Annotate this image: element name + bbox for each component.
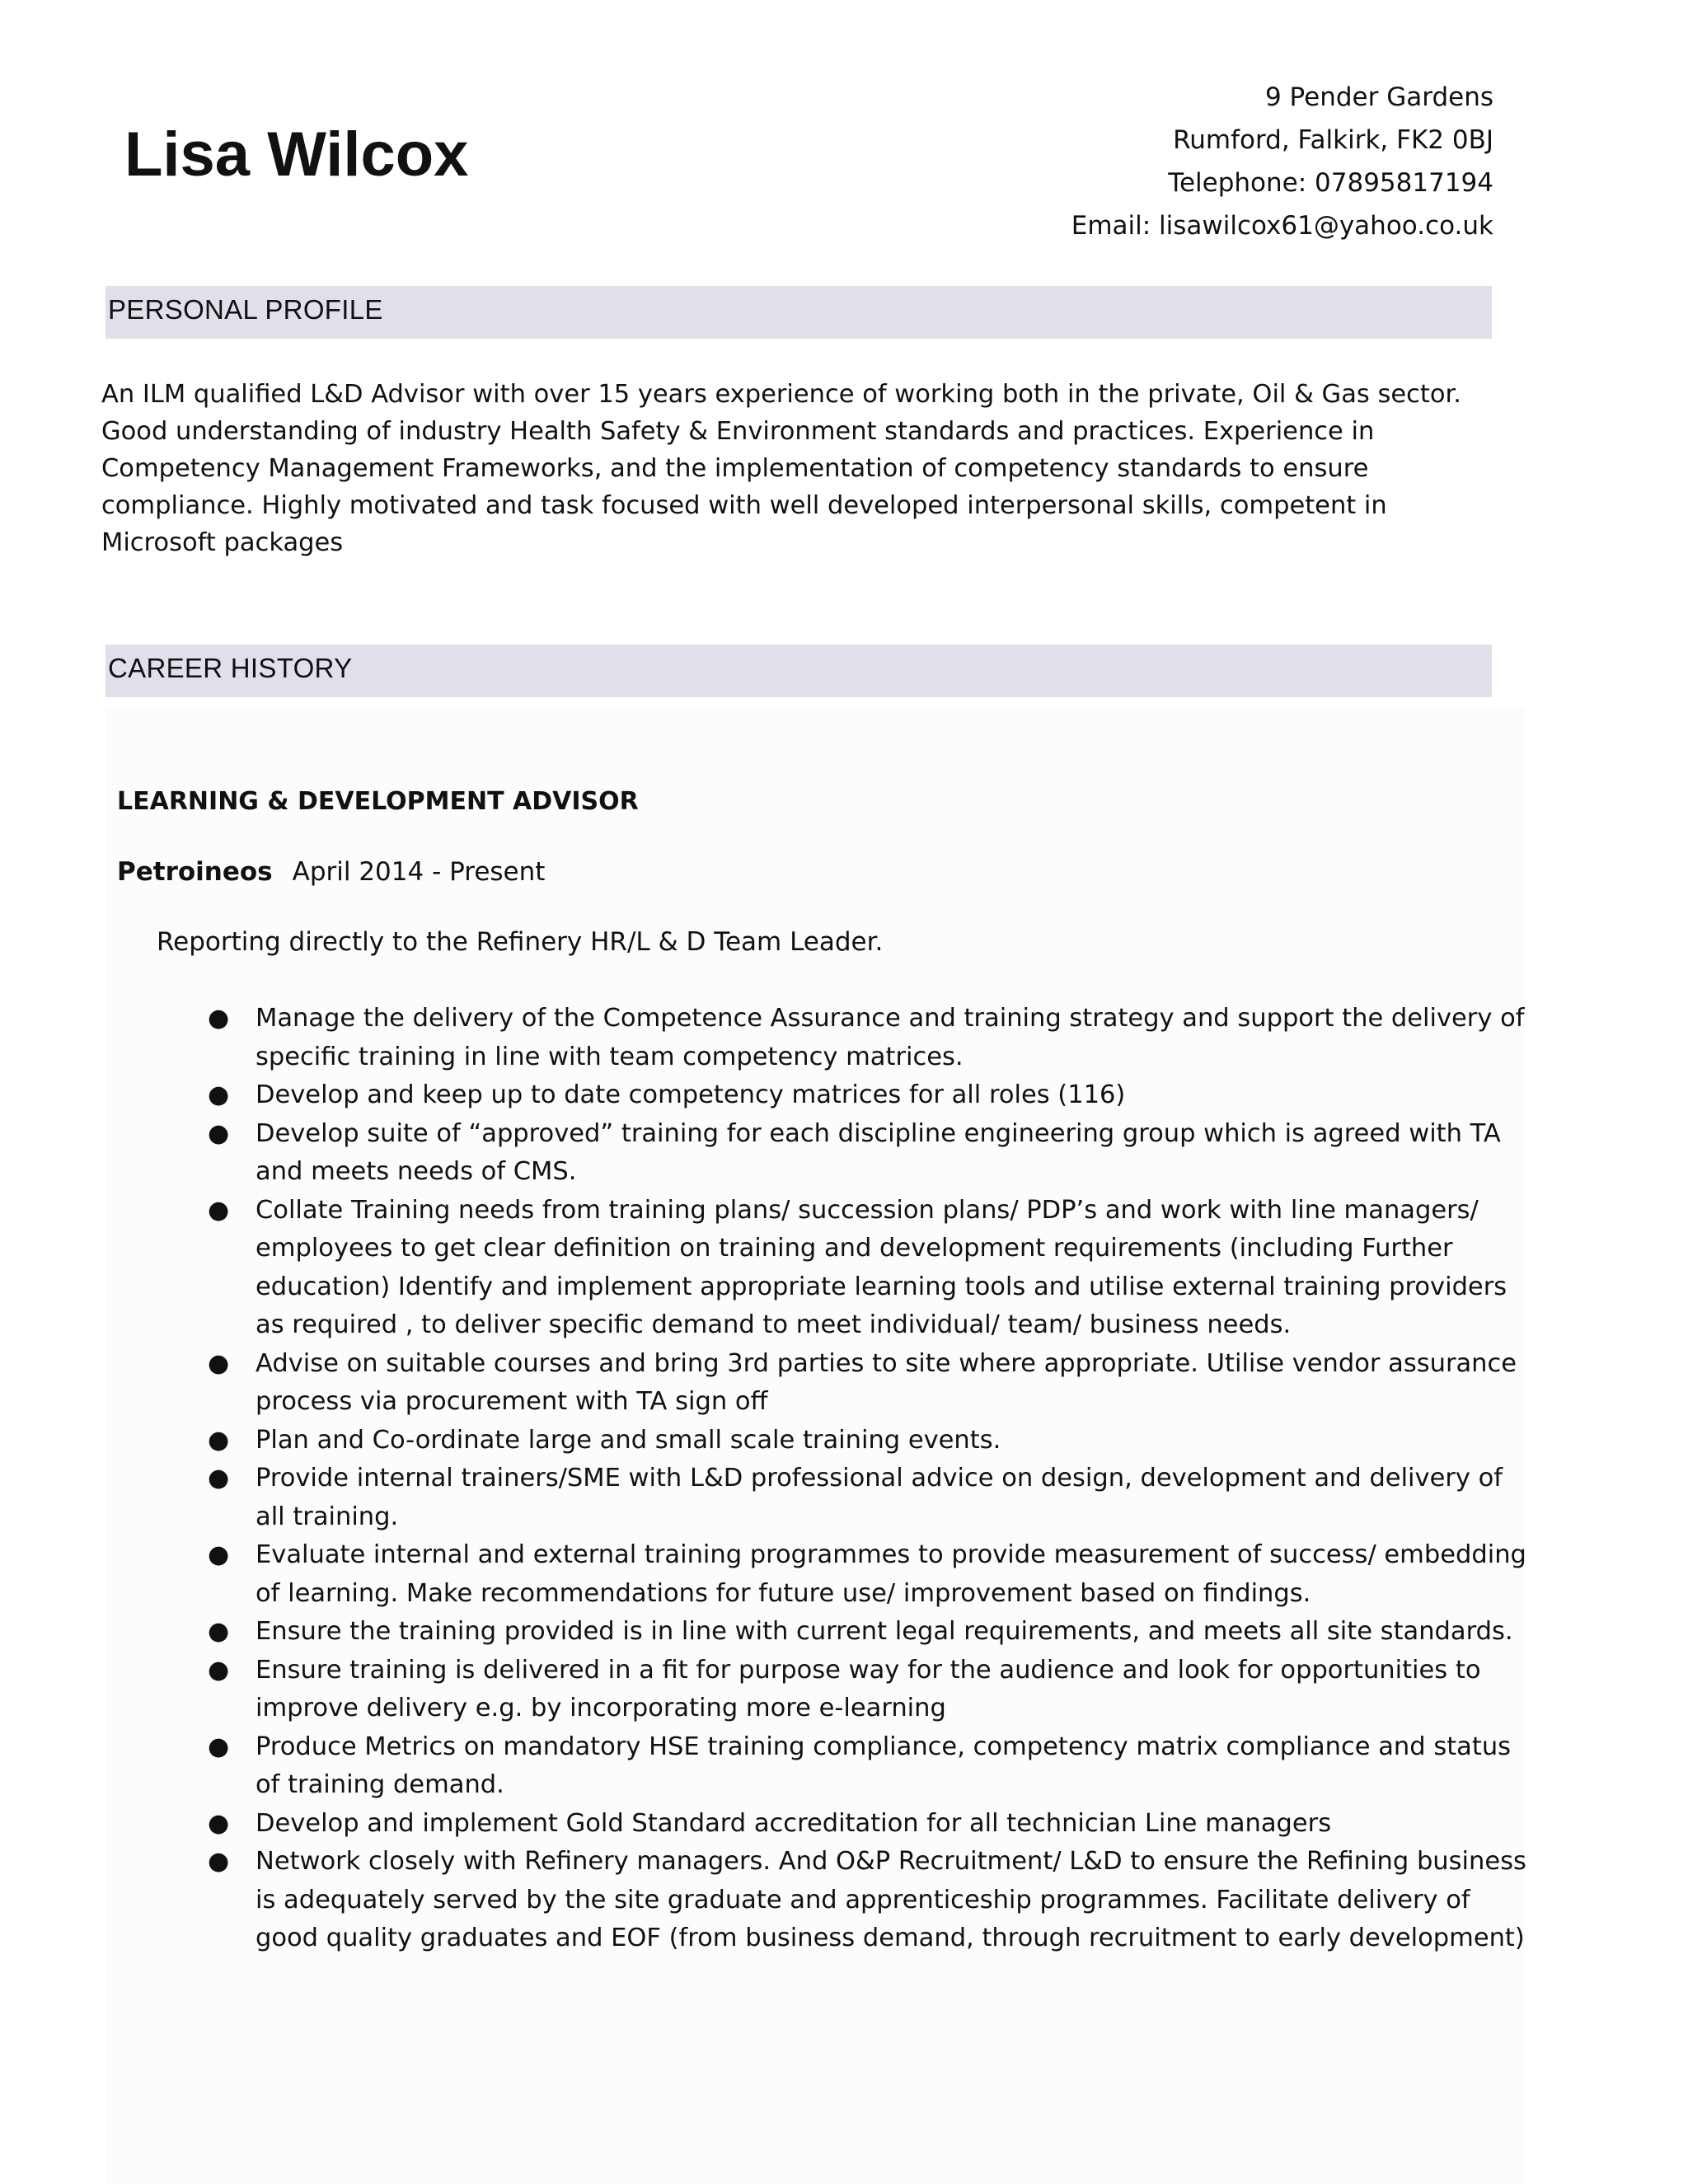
duty-text: Develop and implement Gold Standard accreditation for all technician Line managers	[256, 1808, 1332, 1838]
address-line-2: Rumford, Falkirk, FK2 0BJ	[1173, 125, 1493, 155]
list-item	[208, 1076, 1529, 1115]
list-item	[208, 1460, 1529, 1536]
duty-text: Manage the delivery of the Competence Assurance and training strategy and support the delivery of specific training in line with team competency matrices.	[256, 1004, 1525, 1071]
employer-line	[117, 857, 545, 887]
address-line-1: 9 Pender Gardens	[1264, 82, 1493, 112]
duty-text: Advise on suitable courses and bring 3rd parties to site where appropriate. Utilise vendor assurance process via procurement with TA sign off	[256, 1348, 1517, 1416]
bullet-icon: ●	[208, 1118, 230, 1148]
bullet-icon: ●	[208, 1080, 230, 1109]
duty-text: Produce Metrics on mandatory HSE training compliance, competency matrix compliance and status of training demand.	[256, 1732, 1512, 1799]
profile-text: An ILM qualified L&D Advisor with over 15 years experience of working both in the private, Oil & Gas sector. Good understanding of industry Health Safety & Environment standards and practices. Experience in Competency Management Frameworks, and the implementation of competency standards to ensure compliance. Highly motivated and task focused with well developed interpersonal skills, competent in Microsoft packages	[101, 380, 1461, 557]
duty-text: Develop and keep up to date competency matrices for all roles (116)	[256, 1080, 1126, 1109]
duty-text: Network closely with Refinery managers. And O&P Recruitment/ L&D to ensure the Refining business is adequately served by the site graduate and apprenticeship programmes. Facilitate delivery of good quality graduates and EOF (from business demand, through recruitment to early development)	[256, 1847, 1526, 1952]
duty-text: Develop suite of “approved” training for each discipline engineering group which is agreed with TA and meets needs of CMS.	[256, 1118, 1501, 1186]
list-item	[208, 1422, 1529, 1460]
list-item	[208, 1805, 1529, 1844]
personal-profile-header	[106, 286, 1492, 339]
list-item	[208, 1345, 1529, 1422]
reporting-line: Reporting directly to the Refinery HR/L & D Team Leader.	[157, 927, 884, 957]
bullet-icon: ●	[208, 1464, 230, 1493]
candidate-name: Lisa Wilcox	[124, 120, 469, 190]
bullet-icon: ●	[208, 1425, 230, 1455]
duty-text: Collate Training needs from training plans/ succession plans/ PDP’s and work with line managers/ employees to get clear definition on training and development requirements (including Further education) Identify and implement appropriate learning tools and utilise external training providers as required , to deliver specific demand to meet individual/ team/ business needs.	[256, 1195, 1507, 1339]
contact-block	[1071, 76, 1493, 247]
list-item	[208, 1000, 1529, 1076]
duty-text: Evaluate internal and external training programmes to provide measurement of success/ embedding of learning. Make recommendations for future use/ improvement based on findings.	[256, 1540, 1526, 1608]
bullet-icon: ●	[208, 1847, 230, 1876]
duty-text: Provide internal trainers/SME with L&D professional advice on design, development and delivery of all training.	[256, 1464, 1503, 1531]
bullet-icon: ●	[208, 1348, 230, 1378]
section-heading: CAREER HISTORY	[108, 653, 353, 683]
bullet-icon: ●	[208, 1655, 230, 1685]
duties-list	[208, 1000, 1529, 1958]
employment-dates: April 2014 - Present	[292, 857, 546, 887]
list-item	[208, 1115, 1529, 1192]
bullet-icon: ●	[208, 1195, 230, 1225]
list-item	[208, 1652, 1529, 1728]
email: Email: lisawilcox61@yahoo.co.uk	[1071, 211, 1493, 241]
bullet-icon: ●	[208, 1617, 230, 1646]
employer-name: Petroineos	[117, 857, 273, 887]
section-heading: PERSONAL PROFILE	[108, 294, 383, 325]
bullet-icon: ●	[208, 1004, 230, 1033]
bullet-icon: ●	[208, 1732, 230, 1761]
telephone: Telephone: 07895817194	[1168, 168, 1493, 198]
duty-text: Ensure training is delivered in a fit for purpose way for the audience and look for opportunities to improve delivery e.g. by incorporating more e-learning	[256, 1655, 1481, 1722]
list-item	[208, 1843, 1529, 1958]
list-item	[208, 1536, 1529, 1613]
duty-text: Ensure the training provided is in line with current legal requirements, and meets all site standards.	[256, 1617, 1513, 1646]
list-item	[208, 1728, 1529, 1805]
list-item	[208, 1613, 1529, 1652]
career-history-header	[106, 644, 1492, 697]
list-item	[208, 1192, 1529, 1345]
duty-text: Plan and Co-ordinate large and small scale training events.	[256, 1425, 1001, 1455]
bullet-icon: ●	[208, 1540, 230, 1569]
bullet-icon: ●	[208, 1808, 230, 1838]
job-title: LEARNING & DEVELOPMENT ADVISOR	[117, 787, 639, 816]
